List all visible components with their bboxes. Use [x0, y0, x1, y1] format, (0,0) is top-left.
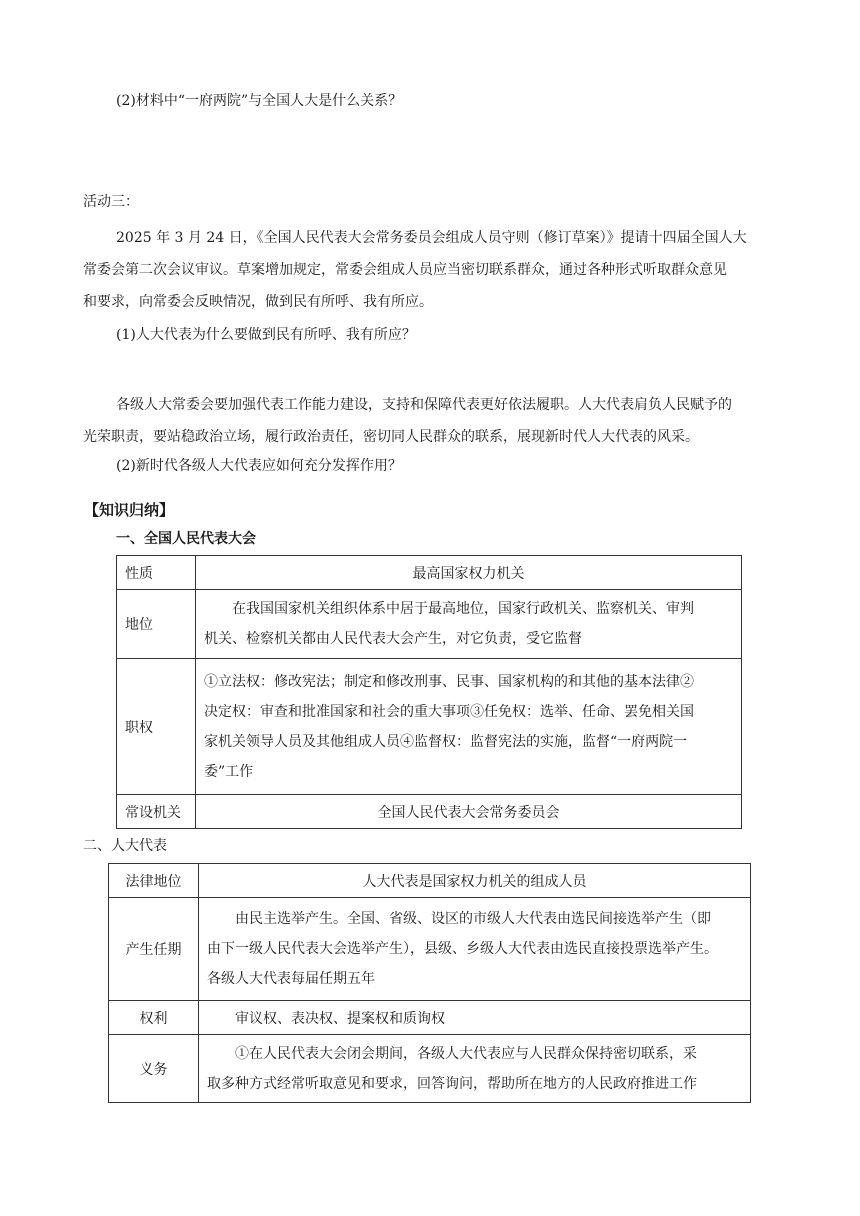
row-label: 地位	[117, 590, 196, 659]
question-2-relationship: (2)材料中“一府两院”与全国人大是什么关系？	[116, 93, 403, 109]
activity-3-para1-line2: 常委会第二次会议审议。草案增加规定，常委会组成人员应当密切联系群众，通过各种形式听取群众意见	[83, 262, 727, 278]
section-2-title: 二、人大代表	[83, 838, 167, 854]
row-label: 法律地位	[109, 864, 199, 898]
content-line: 家机关领导人员及其他组成人员④监督权：监督宪法的实施，监督“一府两院一	[204, 733, 688, 750]
activity-3-para2-line1: 各级人大常委会要加强代表工作能力建设，支持和保障代表更好依法履职。人大代表肩负人民赋予的	[116, 397, 732, 413]
content-line: 由民主选举产生。全国、省级、设区的市级人大代表由选民间接选举产生（即	[235, 911, 711, 927]
content-line: 由下一级人民代表大会选举产生），县级、乡级人大代表由选民直接投票选举产生。	[207, 941, 718, 957]
content-line: 各级人大代表每届任期五年	[207, 971, 375, 987]
content-line: 取多种方式经常听取意见和要求，回答询问，帮助所在地方的人民政府推进工作	[207, 1075, 697, 1092]
content-line: ①立法权：修改宪法；制定和修改刑事、民事、国家机构的和其他的基本法律②	[204, 673, 694, 690]
table-row	[117, 795, 742, 829]
table-row	[109, 1035, 751, 1103]
row-content: 人大代表是国家权力机关的组成人员	[199, 864, 751, 898]
activity-3-title: 活动三：	[83, 194, 139, 210]
content-line: 机关、检察机关都由人民代表大会产生，对它负责，受它监督	[204, 631, 582, 647]
section-1-title: 一、全国人民代表大会	[116, 531, 256, 547]
table-row	[109, 1001, 751, 1035]
row-content	[196, 590, 742, 659]
table-row	[117, 556, 742, 590]
activity-3-para1-line1: 2025 年 3 月 24 日，《全国人民代表大会常务委员会组成人员守则（修订草案）》提请十四届全国人大	[116, 230, 747, 246]
activity-3-para2-line2: 光荣职责，要站稳政治立场，履行政治责任，密切同人民群众的联系，展现新时代人大代表的风采。	[83, 429, 699, 445]
activity-3-question-2: (2)新时代各级人大代表应如何充分发挥作用？	[116, 458, 402, 474]
row-label: 职权	[117, 659, 196, 795]
row-label: 产生任期	[109, 898, 199, 1001]
row-content: 全国人民代表大会常务委员会	[196, 795, 742, 829]
row-content	[199, 1035, 751, 1103]
row-label: 常设机关	[117, 795, 196, 829]
row-content	[199, 898, 751, 1001]
knowledge-summary-heading: 【知识归纳】	[84, 501, 175, 519]
table-row	[117, 590, 742, 659]
table-row	[109, 864, 751, 898]
row-label: 义务	[109, 1035, 199, 1103]
content-line: 审议权、表决权、提案权和质询权	[235, 1010, 445, 1027]
content-line: 委”工作	[204, 763, 254, 780]
row-label: 性质	[117, 556, 196, 590]
row-label: 权利	[109, 1001, 199, 1035]
table-row	[117, 659, 742, 795]
activity-3-para1-line3: 和要求，向常委会反映情况，做到民有所呼、我有所应。	[83, 294, 433, 310]
content-line: 决定权：审查和批准国家和社会的重大事项③任免权：选举、任命、罢免相关国	[204, 703, 694, 720]
table-row	[109, 898, 751, 1001]
activity-3-question-1: (1)人大代表为什么要做到民有所呼、我有所应？	[116, 327, 416, 343]
deputy-table	[108, 863, 751, 1103]
content-line: 在我国国家机关组织体系中居于最高地位，国家行政机关、监察机关、审判	[232, 601, 694, 617]
content-line: ①在人民代表大会闭会期间，各级人大代表应与人民群众保持密切联系，采	[235, 1045, 697, 1062]
npc-table	[116, 555, 742, 829]
row-content	[199, 1001, 751, 1035]
row-content	[196, 659, 742, 795]
row-content: 最高国家权力机关	[196, 556, 742, 590]
